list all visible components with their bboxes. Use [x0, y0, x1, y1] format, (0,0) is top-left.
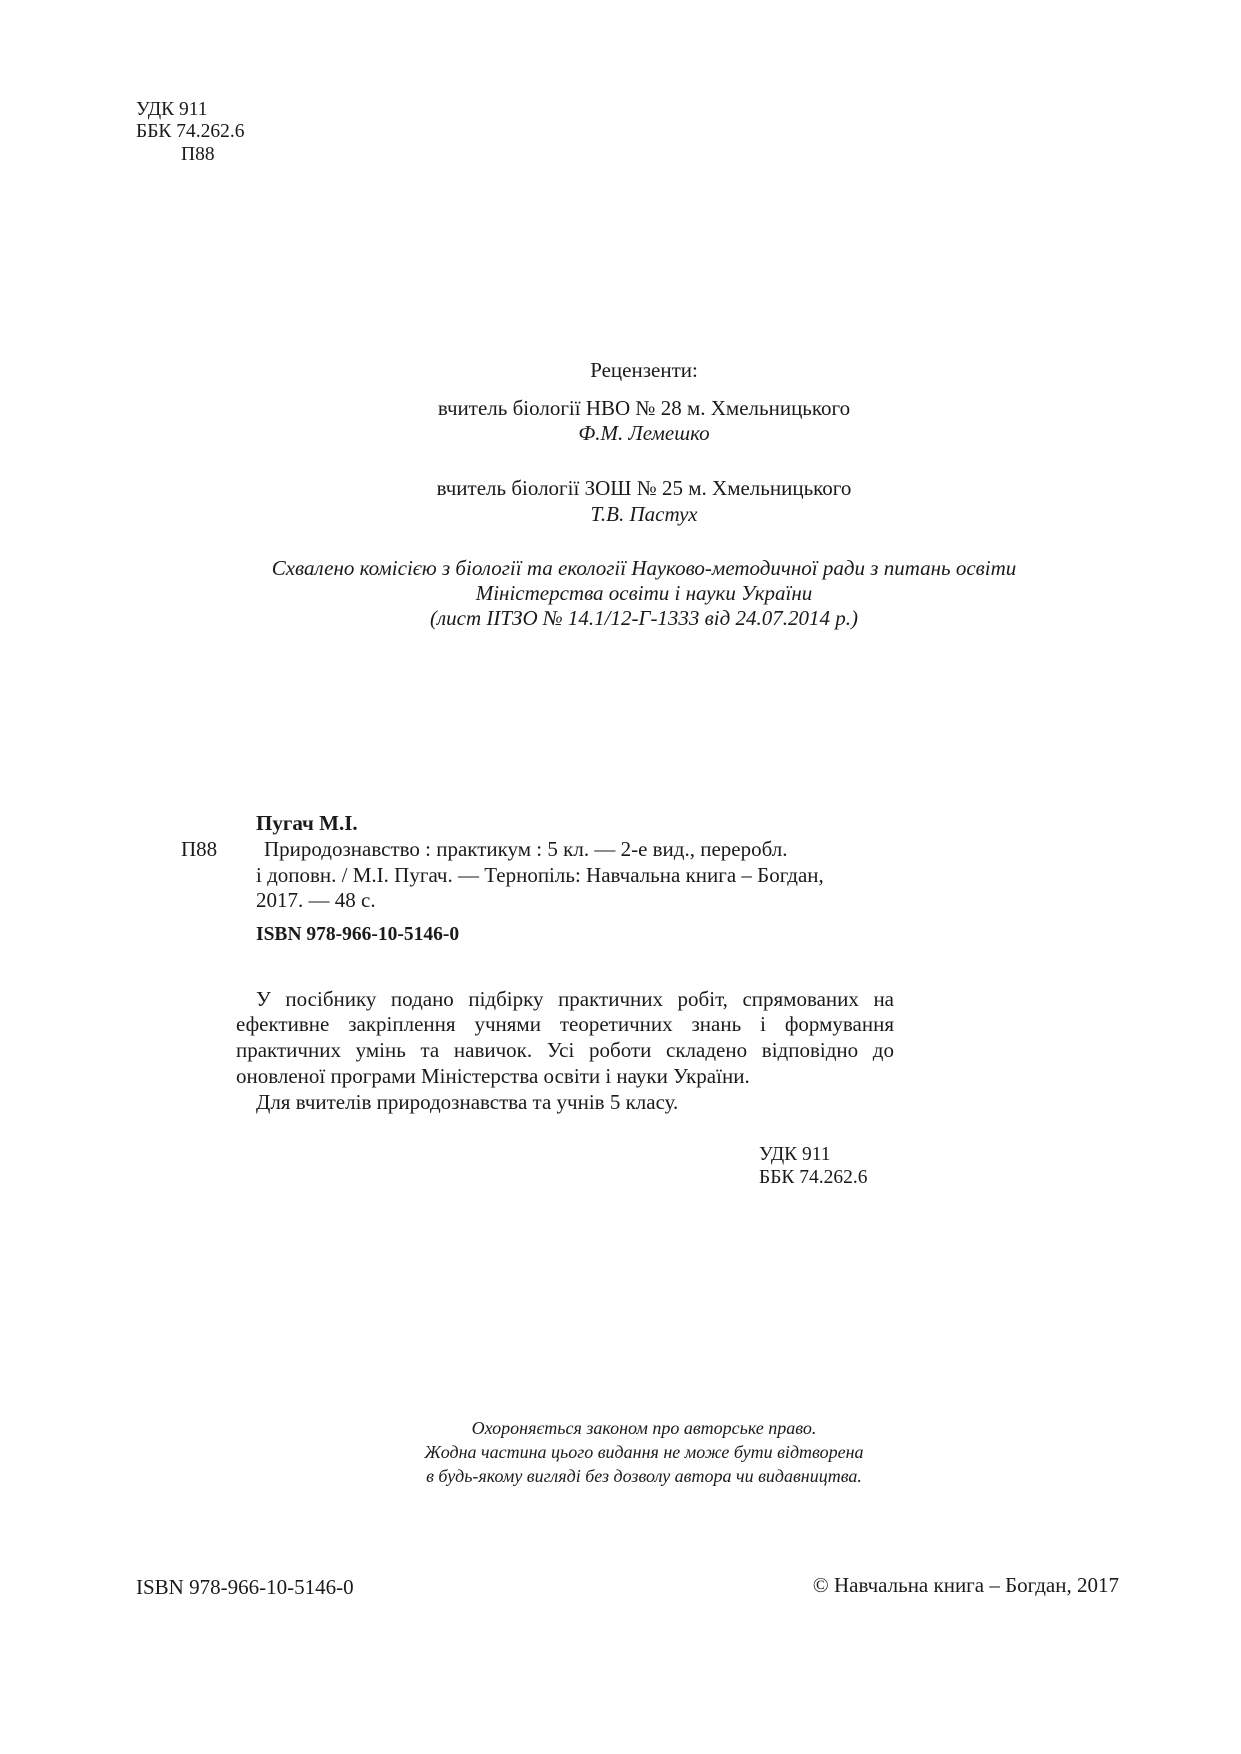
annotation-line-5: Для вчителів природознавства та учнів 5 класу.: [256, 1090, 679, 1114]
catalog-code: П88: [181, 837, 218, 861]
catalog-isbn: ISBN 978-966-10-5146-0: [256, 924, 460, 945]
catalog-desc-line-1: Природознавство : практикум : 5 кл. — 2-е вид., переробл.: [264, 837, 788, 861]
reviewers-title: Рецензенти:: [590, 358, 698, 382]
annotation-line-3: практичних умінь та навичок. Усі роботи складено відповідно до: [236, 1038, 894, 1062]
copyright-notice-line-1: Охороняється законом про авторське право.: [471, 1418, 817, 1438]
udk-code: УДК 911: [136, 99, 208, 120]
approval-line-1: Схвалено комісією з біології та екології Науково-методичної ради з питань освіти: [271, 556, 1017, 580]
approval-line-2: Міністерства освіти і науки України: [475, 581, 813, 605]
approval-line-3: (лист ІІТЗО № 14.1/12-Г-1333 від 24.07.2014 р.): [430, 606, 858, 630]
catalog-desc-line-2: і доповн. / М.І. Пугач. — Тернопіль: Навчальна книга – Богдан,: [256, 863, 824, 887]
footer-udk-code: УДК 911: [759, 1144, 831, 1165]
reviewer-2-position: вчитель біології ЗОШ № 25 м. Хмельницького: [436, 476, 852, 500]
reviewer-2-name: Т.В. Пастух: [590, 502, 698, 526]
catalog-author: Пугач М.І.: [256, 811, 358, 835]
copyright-notice-line-2: Жодна частина цього видання не може бути відтворена: [424, 1442, 864, 1462]
footer-bbk-code: ББК 74.262.6: [759, 1167, 868, 1188]
author-code: П88: [181, 144, 215, 165]
annotation-line-2: ефективне закріплення учнями теоретичних знань і формування: [236, 1012, 894, 1036]
annotation-line-1: У посібнику подано підбірку практичних робіт, спрямованих на: [256, 987, 894, 1011]
bottom-copyright: © Навчальна книга – Богдан, 2017: [812, 1573, 1119, 1597]
reviewer-1-name: Ф.М. Лемешко: [578, 421, 710, 445]
bbk-code: ББК 74.262.6: [136, 121, 245, 142]
annotation-line-4: оновленої програми Міністерства освіти і науки України.: [236, 1064, 750, 1088]
copyright-notice-line-3: в будь-якому вигляді без дозволу автора чи видавництва.: [426, 1466, 862, 1486]
reviewer-1-position: вчитель біології НВО № 28 м. Хмельницького: [437, 396, 851, 420]
catalog-desc-line-3: 2017. — 48 с.: [256, 888, 376, 912]
bottom-isbn: ISBN 978-966-10-5146-0: [136, 1575, 354, 1599]
